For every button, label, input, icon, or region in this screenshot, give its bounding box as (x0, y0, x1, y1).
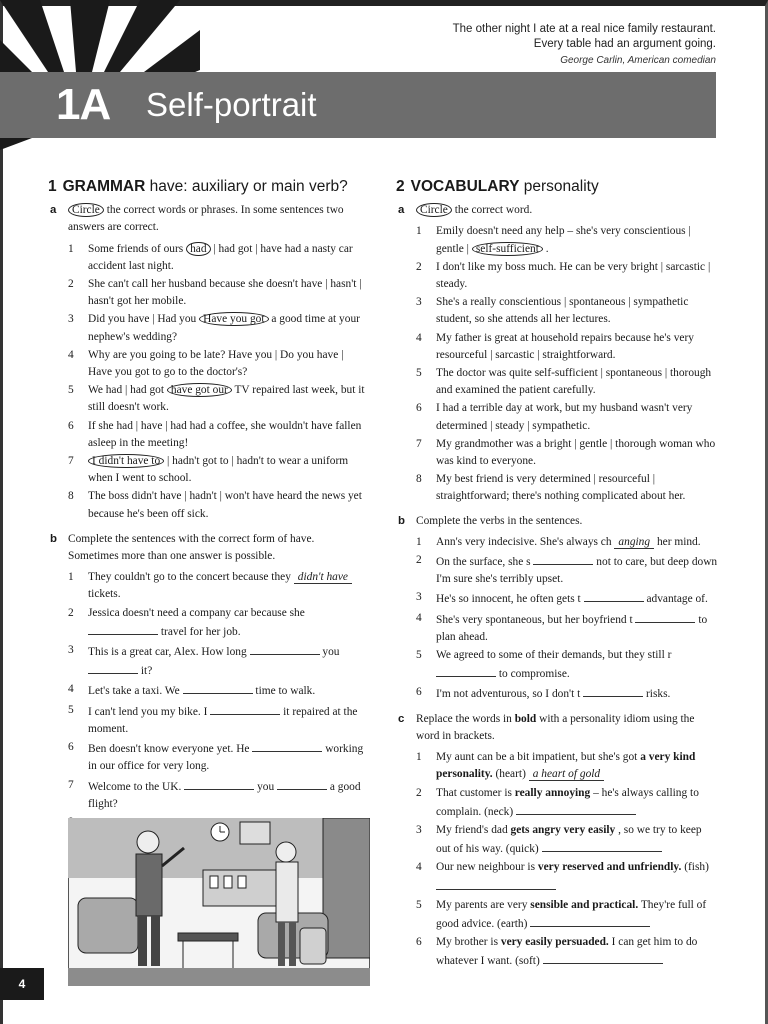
exercise-item (68, 739, 366, 775)
item-number: 7 (68, 778, 74, 791)
item-number: 2 (416, 554, 422, 567)
grammar-heading: 1 GRAMMAR have: auxiliary or main verb? (48, 178, 348, 195)
answer-blank[interactable] (277, 777, 327, 790)
item-text: it? (140, 665, 153, 678)
item-number: 5 (68, 703, 74, 716)
exercise-item (416, 259, 718, 293)
answer-blank[interactable] (88, 661, 138, 674)
item-number: 1 (68, 571, 74, 584)
item-number: 2 (68, 278, 74, 291)
item-number: 8 (416, 473, 422, 486)
item-text: She can't call her husband because she doesn't have | hasn't | hasn't got her mobile. (88, 278, 362, 308)
item-text: you (322, 646, 340, 659)
item-number: 4 (416, 611, 422, 624)
exercise-item (416, 859, 718, 895)
grammar-column (48, 178, 366, 851)
item-text: He's so innocent, he often gets t (436, 593, 581, 606)
item-number: 6 (68, 419, 74, 432)
item-text: risks. (645, 688, 671, 701)
item-number: 4 (68, 683, 74, 696)
exercise-item (416, 534, 718, 551)
item-number: 1 (416, 751, 422, 764)
item-text: We agreed to some of their demands, but they still r (436, 649, 672, 662)
exercise-item (68, 418, 366, 452)
item-text: We had | had got (88, 384, 165, 397)
item-number: 8 (68, 490, 74, 503)
answer-blank[interactable] (533, 552, 593, 565)
item-number: 4 (416, 331, 422, 344)
item-text: (heart) (495, 768, 526, 781)
item-text: (fish) (684, 861, 709, 874)
item-text: you (257, 780, 275, 793)
item-text: tickets. (88, 588, 121, 601)
exercise-item (68, 488, 366, 522)
item-text: a good flight? (88, 780, 361, 810)
item-number: 4 (68, 348, 74, 361)
exercise-item (416, 330, 718, 364)
item-number: 1 (68, 242, 74, 255)
item-number: 3 (416, 591, 422, 604)
grammar-a-list (68, 241, 366, 523)
item-number: 3 (416, 296, 422, 309)
item-text: My brother is (436, 936, 499, 949)
item-number: 2 (416, 260, 422, 273)
item-text: This is a great car, Alex. How long (88, 646, 247, 659)
item-text: Welcome to the UK. (88, 780, 182, 793)
item-number: 5 (416, 367, 422, 380)
item-text: I had a terrible day at work, but my husband wasn't very determined | steady | sympathetic. (436, 402, 693, 432)
exercise-item (416, 610, 718, 646)
bold-phrase: sensible and practical. (530, 898, 639, 911)
exercise-item (416, 589, 718, 608)
exercise-item (68, 569, 366, 603)
item-text: I can get him to do whatever I want. (soft) (436, 936, 698, 968)
item-text: not to care, but deep down I'm sure she's terribly upset. (436, 556, 718, 586)
item-text: , so we try to keep out of his way. (quick) (436, 823, 702, 856)
quote-line-1: The other night I ate at a real nice family restaurant. (452, 23, 716, 35)
item-text: a good time at your nephew's wedding? (88, 313, 360, 343)
item-number: 5 (416, 649, 422, 662)
vocabulary-exercise-a: a Circle the correct word. 1 Emily doesn't need any help – she's very conscientious | gentle | self-sufficient . 2 I don't like my boss much. He can be very bright | sarcastic | steady. 3 She's a really conscientious | spontaneous | sympathetic student, so she attends all her lectures. 4 My father is great at household repairs because he's very resourceful | sarcastic | straightforward. 5 The doctor was quite self-sufficient | spontaneous | thorough and examined the patient carefully. 6 I had a terrible day at work, but my husband wasn't very determined | steady | sympathetic. 7 My grandmother was a bright | gentle | thorough woman who was kind to everyone. 8 My best friend is very determined | resourceful | straightforward; there's nothing complicated about her. (396, 202, 718, 505)
item-number: 7 (68, 455, 74, 468)
bold-phrase: really annoying (514, 786, 591, 799)
item-text: travel for her job. (160, 625, 241, 638)
answer-blank[interactable] (530, 914, 650, 927)
answer-blank[interactable] (583, 684, 643, 697)
bold-phrase: very easily persuaded. (500, 936, 609, 949)
item-number: 6 (416, 936, 422, 949)
item-text: it repaired at the moment. (88, 705, 358, 735)
item-text: She's very spontaneous, but her boyfriend t (436, 613, 633, 626)
item-text: That customer is (436, 786, 512, 799)
exercise-item (68, 642, 366, 680)
item-text: Our new neighbour is (436, 861, 536, 874)
item-text: Why are you going to be late? Have you | Do you have | Have you got to go to the doctor's? (88, 348, 344, 379)
bold-phrase: gets angry very easily (510, 823, 616, 836)
item-text: My parents are very (436, 898, 528, 911)
item-text: The doctor was quite self-sufficient | spontaneous | thorough and examined the patient carefully. (436, 367, 712, 397)
exercise-item (416, 400, 718, 434)
page-number: 4 (0, 968, 44, 1000)
answer-blank[interactable] (584, 589, 644, 602)
answer-blank[interactable] (516, 802, 636, 815)
item-text: her mind. (656, 535, 701, 548)
item-text: to compromise. (498, 668, 570, 681)
circled-answer: Have you got (199, 312, 268, 326)
vocabulary-exercise-c: c Replace the words in bold with a personality idiom using the word in brackets. 1 My aunt can be a bit impatient, but she's got a very kind personality. (heart) a heart of gold 2 That customer is really annoying – he's always calling to complain. (neck) 3 My friend's dad gets angry very easily , so we try to keep out of his way. (quick) 4 Our new neighbour is very reserved and unfriendly. (fish) 5 My parents are very sensible and practical. They're full of good advice. (earth) 6 My brother is very easily persuaded. I can get him to do whatever I want. (soft) (396, 711, 718, 971)
answer-blank[interactable] (250, 642, 320, 655)
grammar-b-list (68, 569, 366, 850)
exercise-item (68, 311, 366, 345)
answer-blank[interactable] (184, 777, 254, 790)
vocabulary-heading: 2 VOCABULARY personality (396, 178, 599, 195)
item-number: 3 (68, 313, 74, 326)
item-text: She's a really conscientious | spontaneous | sympathetic student, so she attends all her lectures. (436, 296, 689, 326)
item-text: – he's always calling to complain. (neck) (436, 786, 699, 818)
item-text: advantage of. (646, 593, 708, 606)
bold-phrase: very reserved and unfriendly. (537, 861, 682, 874)
item-number: 1 (416, 225, 422, 238)
grammar-exercise-a: a Circle the correct words or phrases. In some sentences two answers are correct. 1 Some friends of ours had | had got | have had a nasty car accident last night. 2 She can't call her husband because she doesn't have | hasn't | hasn't got her mobile. 3 Did you have | Had you Have you got a good time at your nephew's wedding? 4 Why are you going to be late? Have you | Do you have | Have you got to go to the doctor's? 5 We had | had got have got our TV repaired last week, but it still doesn't work. 6 If she had | have | had had a coffee, she wouldn't have fallen asleep in the meeting! 7 I didn't have to | hadn't got to | hadn't to wear a uniform when I went to school. 8 The boss didn't have | hadn't | won't have heard the news yet because he's been off sick. (48, 202, 366, 523)
item-text: On the surface, she s (436, 556, 531, 569)
item-number: 6 (416, 402, 422, 415)
circled-answer: had (186, 242, 210, 256)
grammar-exercise-b: b Complete the sentences with the correct form of have. Sometimes more than one answer is possible. 1 They couldn't go to the concert because they didn't have tickets. 2 Jessica doesn't need a company car because she travel for her job. 3 This is a great car, Alex. How long you it? 4 Let's take a taxi. We time to walk. 5 I can't lend you my bike. I it repaired at the moment. 6 Ben doesn't know everyone yet. He working in our office for very long. 7 Welcome to the UK. you a good flight? (48, 531, 366, 850)
item-text: I can't lend you my bike. I (88, 705, 208, 718)
exercise-item (68, 241, 366, 275)
exercise-item (68, 382, 366, 416)
answer-blank[interactable] (436, 664, 496, 677)
item-number: 6 (68, 741, 74, 754)
item-text: They couldn't go to the concert because they (88, 571, 291, 584)
exercise-item (416, 436, 718, 470)
exercise-item (416, 294, 718, 328)
item-number: 3 (68, 644, 74, 657)
exercise-item (416, 647, 718, 683)
exercise-item (416, 684, 718, 703)
circled-answer: I didn't have to (88, 454, 164, 468)
item-number: 7 (416, 437, 422, 450)
answer-blank[interactable] (543, 951, 663, 964)
item-text: Jessica doesn't need a company car because she (88, 606, 305, 619)
exercise-item (416, 223, 718, 257)
exercise-item (68, 347, 366, 381)
item-text: | hadn't got to | hadn't to wear a uniform when I went to school. (88, 455, 349, 485)
exercise-item (416, 785, 718, 821)
item-text: Ann's very indecisive. She's always ch (436, 535, 612, 548)
vocabulary-a-list (416, 223, 718, 505)
item-text: . (545, 242, 549, 255)
item-text: TV repaired last week, but it still doesn't work. (88, 384, 365, 414)
item-text: Emily doesn't need any help – she's very conscientious | gentle | (436, 225, 691, 255)
unit-title: Self-portrait (146, 86, 317, 123)
item-text: I don't like my boss much. He can be very bright | sarcastic | steady. (436, 260, 711, 291)
exercise-item (68, 702, 366, 738)
item-number: 4 (416, 861, 422, 874)
quote-line-2: Every table had an argument going. (533, 38, 716, 50)
item-text: Some friends of ours (88, 242, 184, 255)
circled-answer: have got our (167, 383, 232, 397)
answer-blank[interactable] (183, 681, 253, 694)
item-text: working in our office for very long. (88, 743, 364, 773)
exercise-item (68, 605, 366, 641)
epigraph-quote (453, 22, 716, 66)
answer-blank[interactable] (88, 622, 158, 635)
item-text: My best friend is very determined | resourceful | straightforward; there's nothing complicated about her. (436, 473, 686, 503)
item-text: My grandmother was a bright | gentle | thorough woman who was kind to everyone. (436, 437, 716, 468)
written-answer: didn't have (294, 571, 352, 584)
item-number: 3 (416, 823, 422, 836)
bold-phrase: a very kind personality. (436, 751, 696, 781)
quote-author: George Carlin, American comedian (560, 55, 716, 66)
exercise-item (416, 365, 718, 399)
item-number: 6 (416, 686, 422, 699)
answer-blank[interactable] (210, 702, 280, 715)
item-text: If she had | have | had had a coffee, she wouldn't have fallen asleep in the meeting! (88, 419, 362, 449)
written-answer: anging (614, 536, 654, 549)
exercise-item (416, 552, 718, 588)
item-text: I'm not adventurous, so I don't t (436, 688, 581, 701)
exercise-item (416, 934, 718, 970)
item-text: My father is great at household repairs because he's very resourceful | sarcastic | straightforward. (436, 331, 694, 361)
item-number: 5 (416, 898, 422, 911)
item-text: to plan ahead. (436, 613, 708, 643)
answer-blank[interactable] (542, 839, 662, 852)
item-number: 2 (68, 606, 74, 619)
exercise-item (416, 749, 718, 783)
vocabulary-b-list (416, 534, 718, 704)
item-text: time to walk. (255, 685, 316, 698)
item-text: Did you have | Had you (88, 313, 197, 326)
item-text: They're full of good advice. (earth) (436, 898, 707, 930)
item-text: My aunt can be a bit impatient, but she's got (436, 751, 638, 764)
answer-blank[interactable] (635, 610, 695, 623)
answer-blank[interactable] (252, 739, 322, 752)
exercise-item (416, 471, 718, 505)
cartoon-illustration (68, 818, 370, 986)
answer-blank[interactable] (436, 877, 556, 890)
item-text: The boss didn't have | hadn't | won't have heard the news yet because he's been off sick. (88, 490, 362, 520)
circled-answer: self-sufficient (472, 242, 543, 256)
exercise-item (416, 822, 718, 858)
unit-number: 1A (56, 80, 111, 129)
item-text: Ben doesn't know everyone yet. He (88, 743, 250, 756)
exercise-item (68, 681, 366, 700)
vocabulary-exercise-b: b Complete the verbs in the sentences. 1 Ann's very indecisive. She's always ch anging her mind. 2 On the surface, she s not to care, but deep down I'm sure she's terribly upset. 3 He's so innocent, he often gets t advantage of. 4 She's very spontaneous, but her boyfriend t to plan ahead. 5 We agreed to some of their demands, but they still r to compromise. 6 I'm not adventurous, so I don't t risks. (396, 513, 718, 704)
item-text: | had got | have had a nasty car accident last night. (88, 242, 353, 272)
item-number: 2 (416, 786, 422, 799)
item-text: My friend's dad (436, 823, 508, 836)
exercise-item (68, 453, 366, 487)
exercise-item (416, 897, 718, 933)
exercise-item (68, 276, 366, 310)
written-answer: a heart of gold (529, 768, 604, 781)
vocabulary-column (396, 178, 718, 972)
item-number: 1 (416, 535, 422, 548)
item-number: 5 (68, 384, 74, 397)
exercise-item (68, 777, 366, 813)
item-text: Let's take a taxi. We (88, 685, 180, 698)
vocabulary-c-list (416, 749, 718, 970)
